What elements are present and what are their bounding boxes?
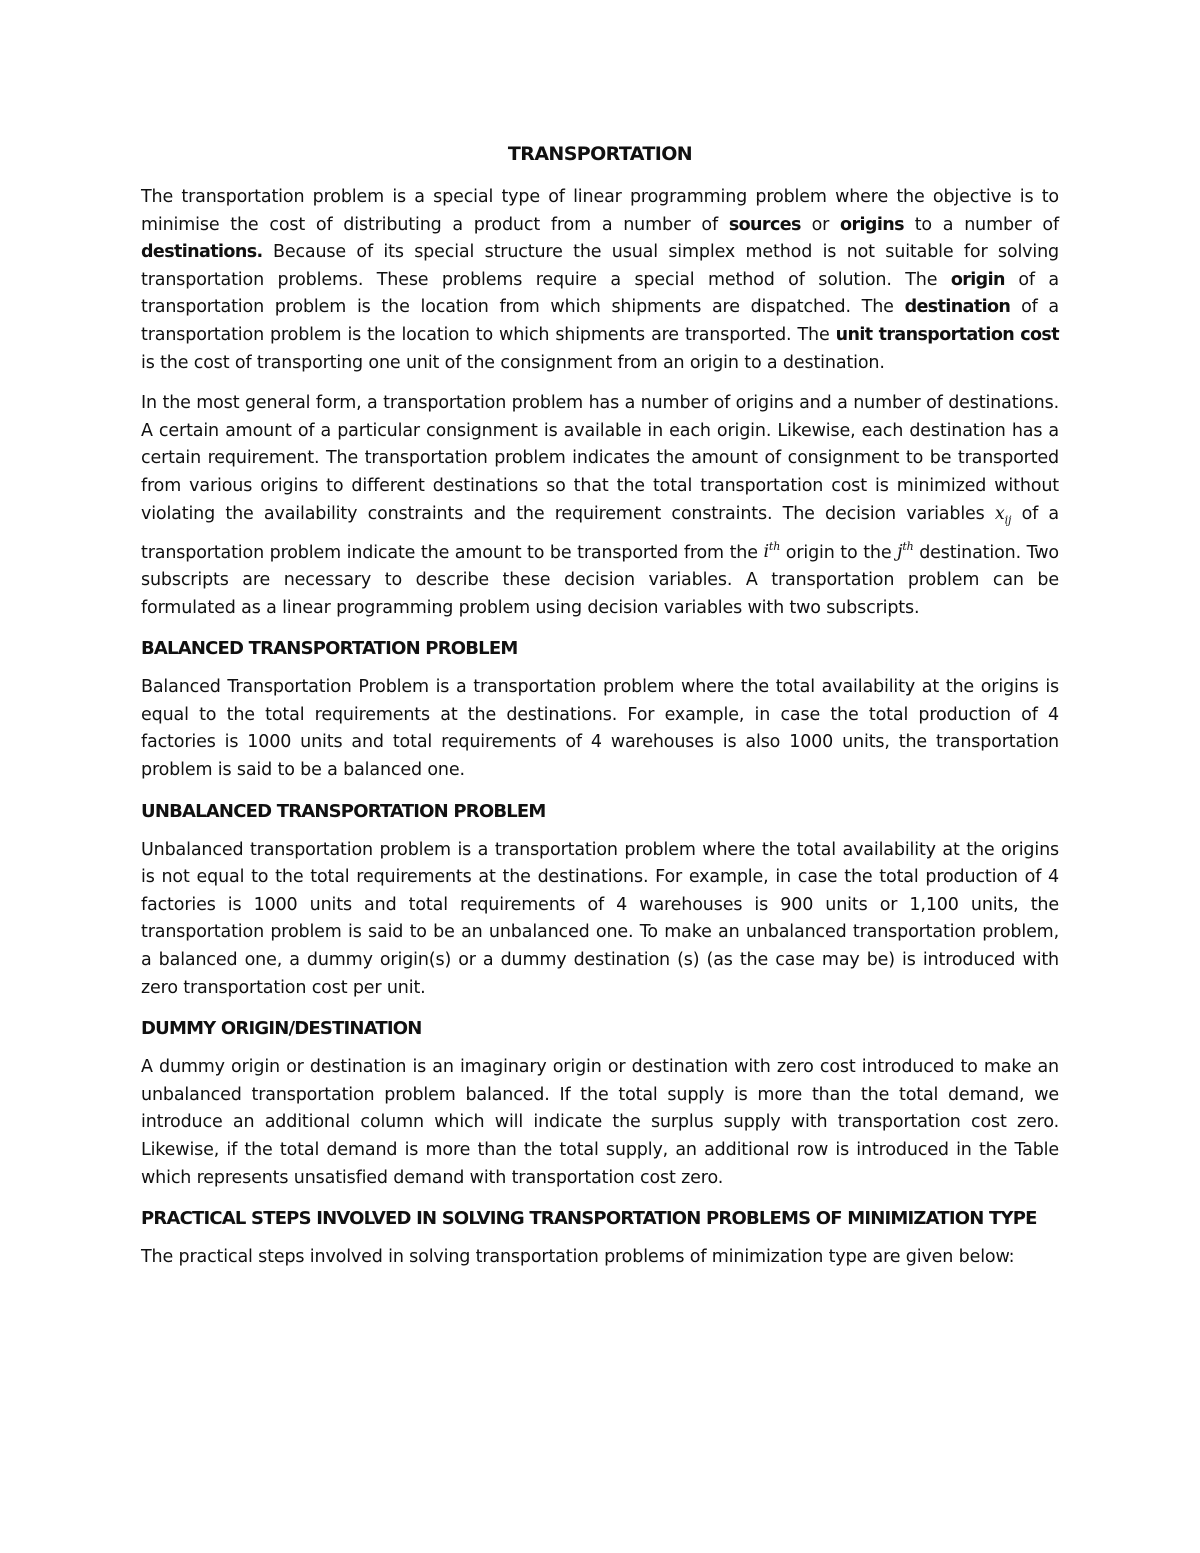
text-run: destination. Two subscripts are necessary to describe these decision variables. A transportation problem can be formulated as a linear programming problem using decision variables with two subscripts. <box>141 542 1059 618</box>
math-j: j <box>897 542 903 563</box>
text-run: or <box>800 214 841 235</box>
text-run: In the most general form, a transportation problem has a number of origins and a number of destinations. A certain amount of a particular consignment is available in each origin. Likewise, each destination has a certain requirement. The transportation problem indicates the amount of consignment to be transported from various origins to different destinations so that the total transportation cost is minimized without violating the availability constraints and the requirement constraints. The decision variables <box>141 393 1059 524</box>
text-run: origin to the <box>780 542 898 563</box>
practical-steps-paragraph: The practical steps involved in solving transportation problems of minimization type are given below: <box>141 1247 1015 1268</box>
heading-balanced: BALANCED TRANSPORTATION PROBLEM <box>141 638 518 660</box>
text-run: of a transportation problem is the location to which shipments are transported. The <box>141 297 1060 345</box>
intro-paragraph <box>141 184 1059 377</box>
math-i-th <box>763 542 780 562</box>
math-j-th <box>897 542 914 562</box>
text-run: to a number of <box>903 214 1059 235</box>
text-run: of a transportation problem indicate the amount to be transported from the <box>141 503 1059 563</box>
term-unit-transportation-cost: unit transportation cost <box>835 324 1059 345</box>
heading-practical-steps: PRACTICAL STEPS INVOLVED IN SOLVING TRANSPORTATION PROBLEMS OF MINIMIZATION TYPE <box>141 1208 1037 1230</box>
text-run: is the cost of transporting one unit of the consignment from an origin to a destination. <box>141 352 885 373</box>
heading-dummy: DUMMY ORIGIN/DESTINATION <box>141 1018 422 1040</box>
math-superscript-th: th <box>902 540 914 554</box>
dummy-paragraph: A dummy origin or destination is an imaginary origin or destination with zero cost introduced to make an unbalanced transportation problem balanced. If the total supply is more than the total demand, we introduce an additional column which will indicate the surplus supply with transportation cost zero. Likewise, if the total demand is more than the total supply, an additional row is introduced in the Table which represents unsatisfied demand with transportation cost zero. <box>141 1057 1059 1188</box>
term-destinations: destinations. <box>141 242 263 263</box>
math-i: i <box>763 542 769 563</box>
math-subscript-ij: ij <box>1004 513 1012 527</box>
document-page <box>141 138 1059 1285</box>
text-run: Because of its special structure the usual simplex method is not suitable for solving transportation problems. These problems require a special method of solution. The <box>141 242 1059 290</box>
math-x: x <box>994 503 1005 524</box>
general-form-paragraph <box>141 390 1059 622</box>
math-superscript-th: th <box>768 540 781 554</box>
document-title: TRANSPORTATION <box>507 143 693 165</box>
balanced-paragraph: Balanced Transportation Problem is a transportation problem where the total availability at the origins is equal to the total requirements at the destinations. For example, in case the total production of 4 factories is 1000 units and total requirements of 4 warehouses is also 1000 units, the transportation problem is said to be a balanced one. <box>141 677 1059 781</box>
term-origin: origin <box>950 269 1005 290</box>
term-sources: sources <box>728 214 801 235</box>
decision-variable-xij <box>994 503 1012 527</box>
term-origins: origins <box>840 214 904 235</box>
heading-unbalanced: UNBALANCED TRANSPORTATION PROBLEM <box>141 800 546 822</box>
term-destination: destination <box>904 297 1011 318</box>
text-run: of a transportation problem is the location from which shipments are dispatched. The <box>141 269 1060 318</box>
text-run: The transportation problem is a special type of linear programming problem where the objective is to minimise the cost of distributing a product from a number of <box>141 187 1059 235</box>
unbalanced-paragraph: Unbalanced transportation problem is a transportation problem where the total availability at the origins is not equal to the total requirements at the destinations. For example, in case the total production of 4 factories is 1000 units and total requirements of 4 warehouses is 900 units or 1,100 units, the transportation problem is said to be an unbalanced one. To make an unbalanced transportation problem, a balanced one, a dummy origin(s) or a dummy destination (s) (as the case may be) is introduced with zero transportation cost per unit. <box>141 839 1059 998</box>
